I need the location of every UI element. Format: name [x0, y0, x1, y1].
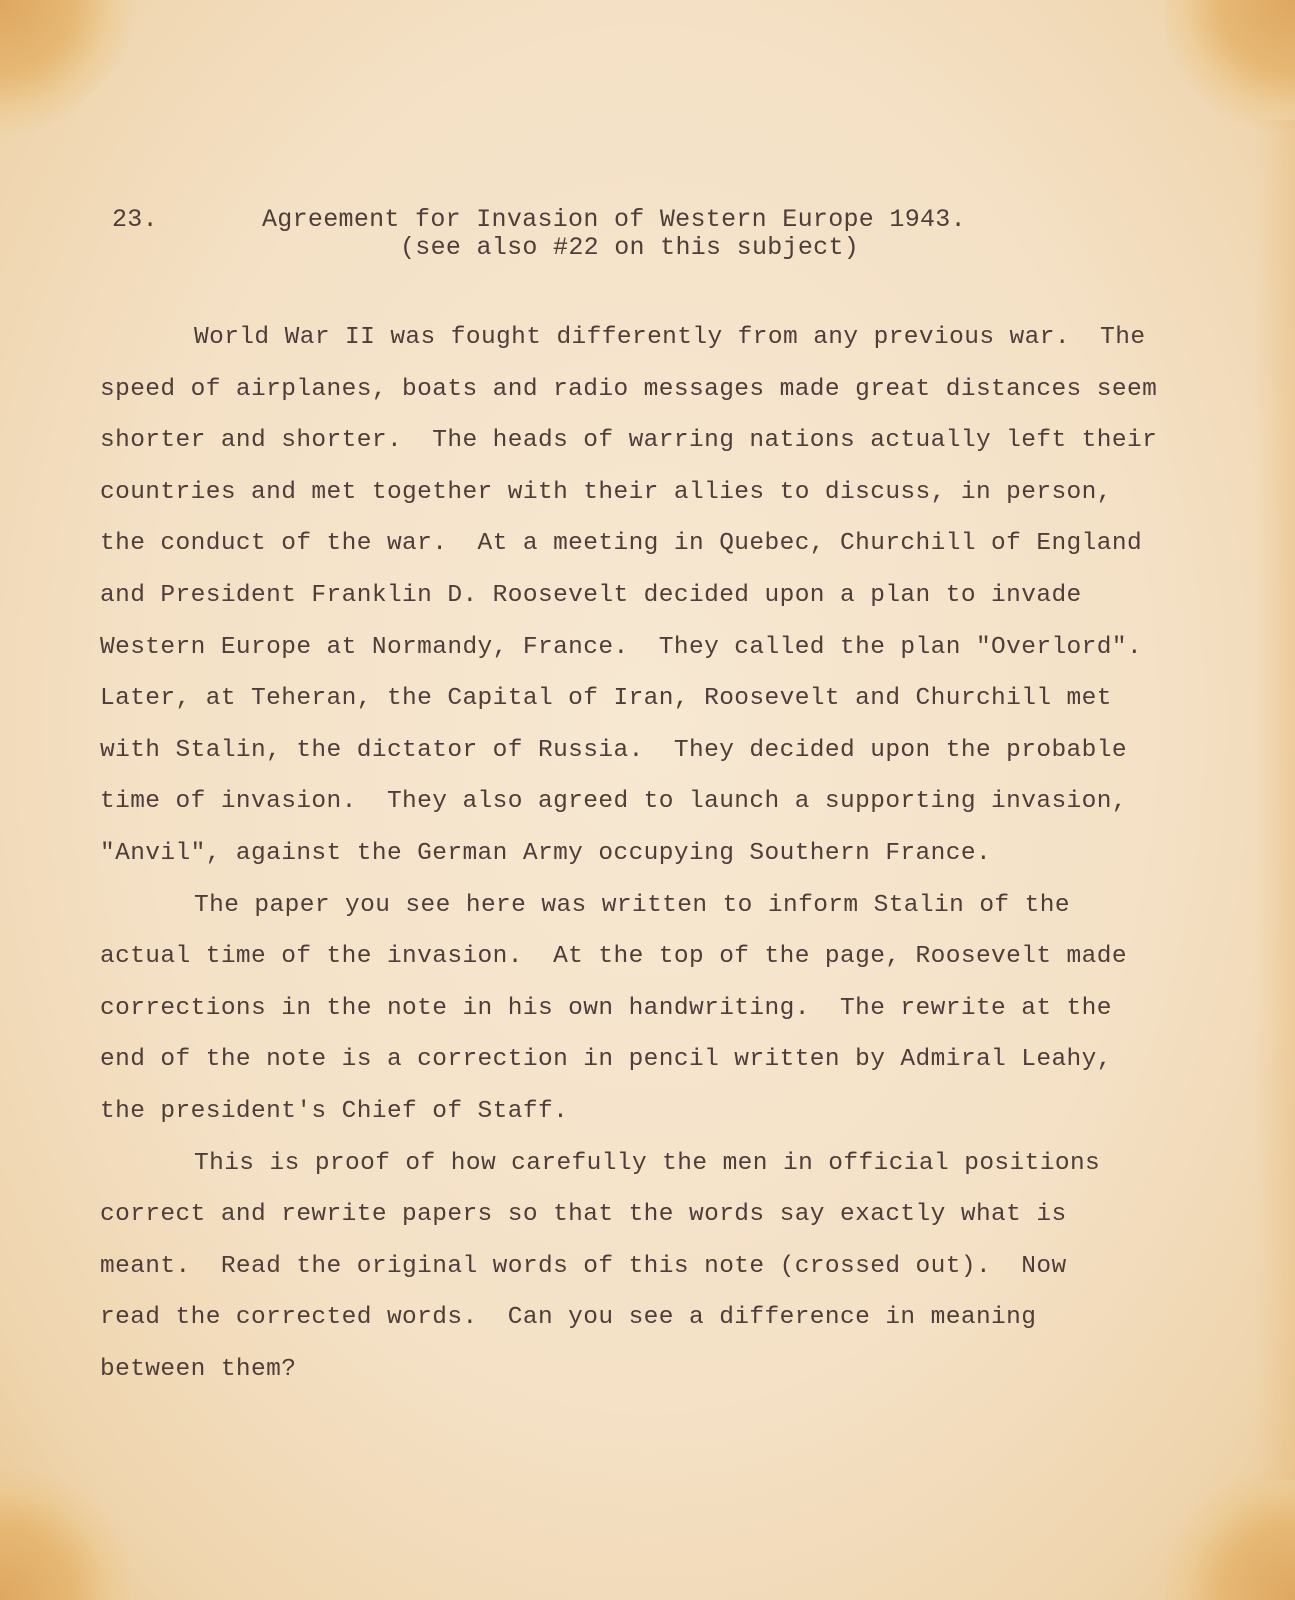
paragraph-line: speed of airplanes, boats and radio messages made great distances seem: [100, 375, 1158, 403]
paragraph-line: Later, at Teheran, the Capital of Iran, Roosevelt and Churchill met: [100, 685, 1112, 713]
paragraph-line: Western Europe at Normandy, France. They called the plan "Overlord".: [100, 633, 1143, 661]
paragraph-line: shorter and shorter. The heads of warring nations actually left their: [100, 427, 1158, 455]
paragraph-line: with Stalin, the dictator of Russia. They decided upon the probable: [100, 736, 1127, 764]
paragraph-line: end of the note is a correction in pencil written by Admiral Leahy,: [100, 1046, 1112, 1074]
paragraph-line: time of invasion. They also agreed to launch a supporting invasion,: [100, 788, 1127, 816]
paragraph-line: countries and met together with their allies to discuss, in person,: [100, 478, 1112, 506]
paragraph-line: correct and rewrite papers so that the words say exactly what is: [100, 1201, 1067, 1229]
paragraph-line: the president's Chief of Staff.: [100, 1097, 569, 1125]
paragraph-line: meant. Read the original words of this note (crossed out). Now: [100, 1252, 1067, 1280]
item-number: 23.: [112, 205, 158, 234]
paragraph-line: and President Franklin D. Roosevelt decided upon a plan to invade: [100, 581, 1082, 609]
paragraph-line: "Anvil", against the German Army occupying Southern France.: [100, 839, 992, 867]
paragraph-first-line: The paper you see here was written to inform Stalin of the: [194, 891, 1070, 919]
paragraph-line: actual time of the invasion. At the top of the page, Roosevelt made: [100, 943, 1127, 971]
paragraph-line: between them?: [100, 1355, 297, 1383]
paragraph-first-line: This is proof of how carefully the men in official positions: [194, 1149, 1101, 1177]
paragraph-line: the conduct of the war. At a meeting in Quebec, Churchill of England: [100, 530, 1143, 558]
paragraph-first-line: World War II was fought differently from any previous war. The: [194, 324, 1146, 351]
paragraph-line: read the corrected words. Can you see a difference in meaning: [100, 1304, 1037, 1332]
document-subtitle: (see also #22 on this subject): [400, 233, 860, 262]
document-body: [100, 312, 1185, 1395]
paragraph-line: corrections in the note in his own handwriting. The rewrite at the: [100, 994, 1112, 1022]
document-title: Agreement for Invasion of Western Europe 1943.: [262, 205, 966, 234]
